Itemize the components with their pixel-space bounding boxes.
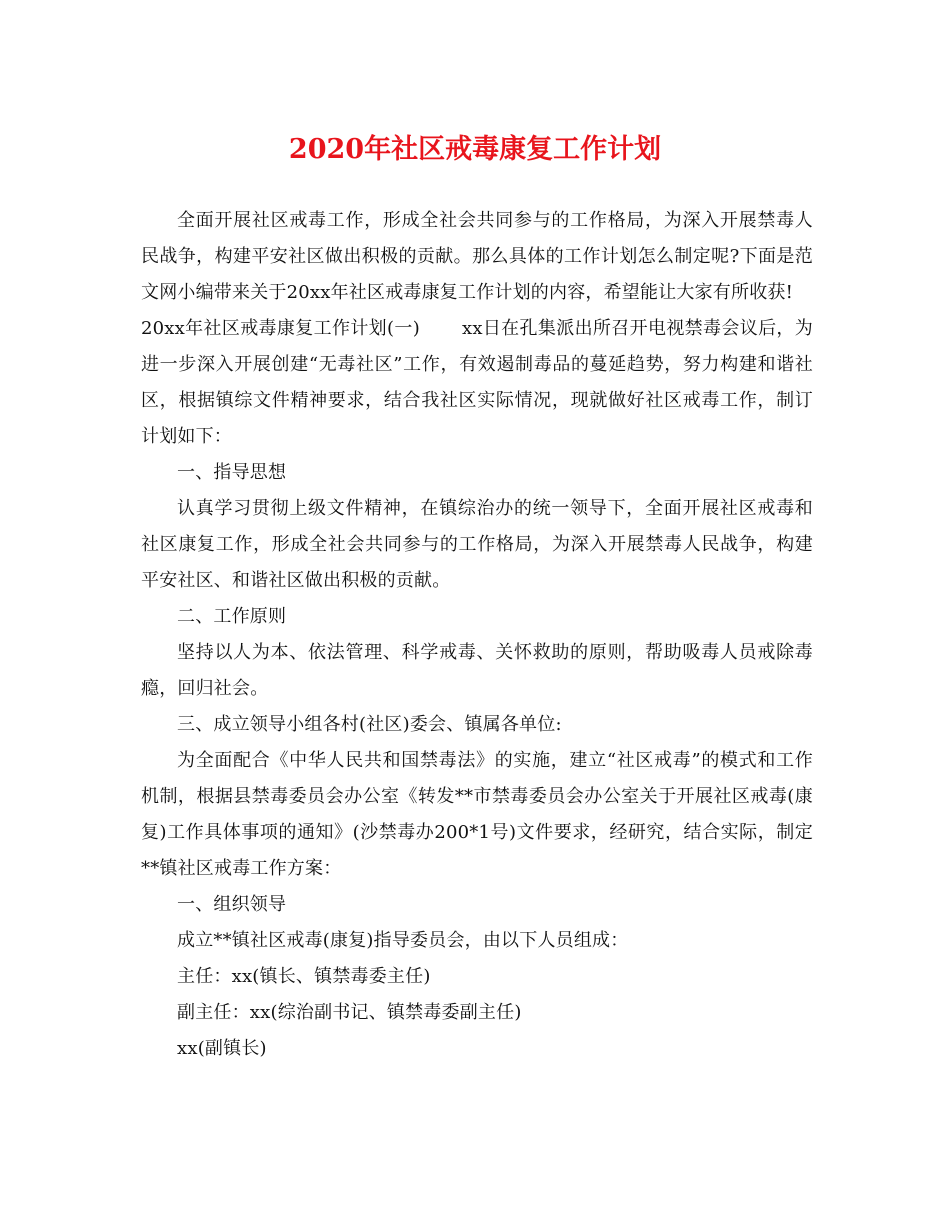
deputy-mayor-line: xx(副镇长) xyxy=(177,1038,267,1059)
document-body xyxy=(141,203,813,1067)
plan-paragraph xyxy=(141,311,813,455)
section2-body: 坚持以人为本、依法管理、科学戒毒、关怀救助的原则，帮助吸毒人员戒除毒瘾，回归社会。 xyxy=(141,642,813,699)
deputy-director-line: 副主任：xx(综治副书记、镇禁毒委副主任) xyxy=(177,1002,522,1023)
section1-heading: 一、指导思想 xyxy=(177,462,287,483)
document-title: 2020年社区戒毒康复工作计划 xyxy=(288,134,662,165)
org-heading: 一、组织领导 xyxy=(177,894,287,915)
intro-paragraph: 全面开展社区戒毒工作，形成全社会共同参与的工作格局，为深入开展禁毒人民战争，构建平安社区做出积极的贡献。那么具体的工作计划怎么制定呢?下面是范文网小编带来关于20xx年社区戒毒康复工作计划的内容，希望能让大家有所收获! xyxy=(141,210,813,303)
section3-body: 为全面配合《中华人民共和国禁毒法》的实施，建立“社区戒毒”的模式和工作机制，根据县禁毒委员会办公室《转发**市禁毒委员会办公室关于开展社区戒毒(康复)工作具体事项的通知》(沙禁毒办200*1号)文件要求，经研究，结合实际，制定**镇社区戒毒工作方案： xyxy=(141,750,813,879)
section3-heading: 三、成立领导小组各村(社区)委会、镇属各单位: xyxy=(177,714,562,735)
director-line: 主任：xx(镇长、镇禁毒委主任) xyxy=(177,966,431,987)
plan-heading: 20xx年社区戒毒康复工作计划(一) xyxy=(141,318,420,339)
section1-body: 认真学习贯彻上级文件精神，在镇综治办的统一领导下，全面开展社区戒毒和社区康复工作，形成全社会共同参与的工作格局，为深入开展禁毒人民战争，构建平安社区、和谐社区做出积极的贡献。 xyxy=(141,498,813,591)
plan-opening: xx日在孔集派出所召开电视禁毒会议后，为进一步深入开展创建“无毒社区”工作，有效遏制毒品的蔓延趋势，努力构建和谐社区，根据镇综文件精神要求，结合我社区实际情况，现就做好社区戒毒工作，制订计划如下： xyxy=(141,318,813,447)
org-intro: 成立**镇社区戒毒(康复)指导委员会，由以下人员组成： xyxy=(177,930,629,951)
section2-heading: 二、工作原则 xyxy=(177,606,287,627)
